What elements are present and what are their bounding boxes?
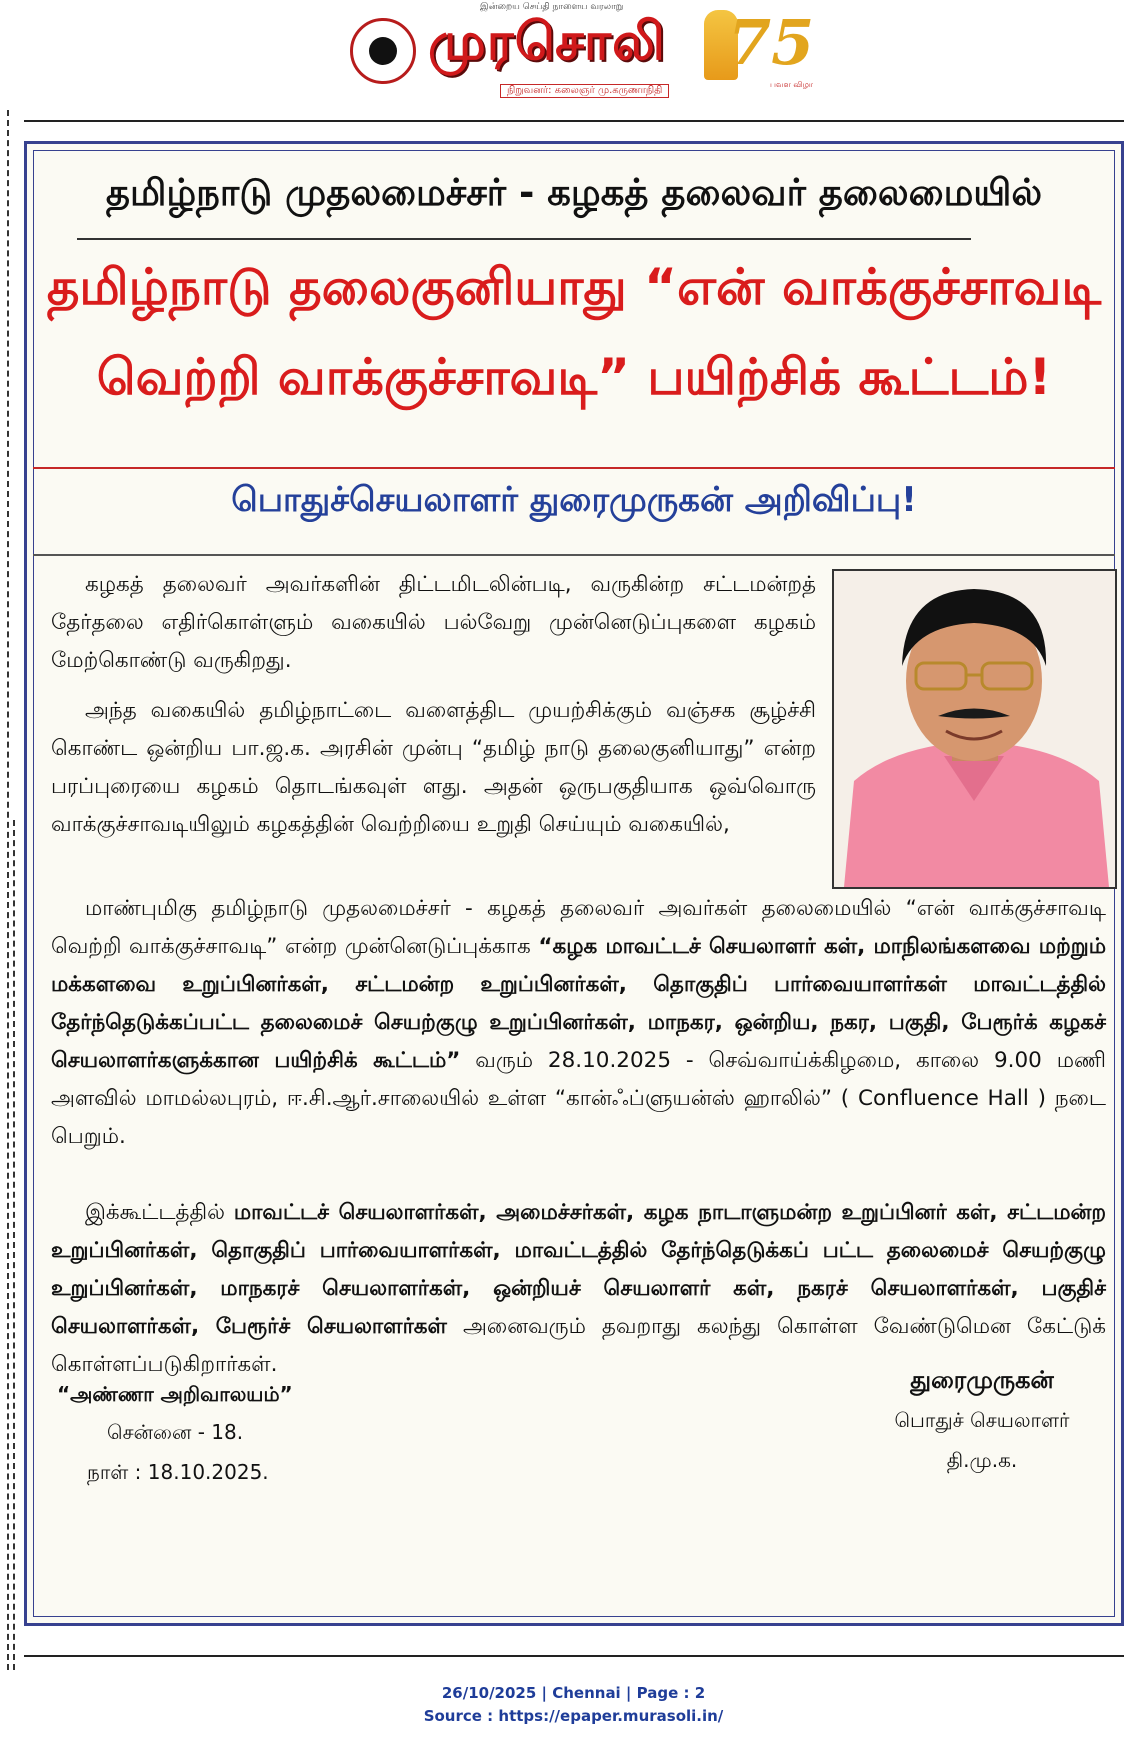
party-emblem-icon (350, 18, 416, 84)
footer-date-page: 26/10/2025 | Chennai | Page : 2 (441, 1684, 706, 1702)
office-name: “அண்ணா அறிவாலயம்” (57, 1382, 293, 1406)
paragraph-2: அந்த வகையில் தமிழ்நாட்டை வளைத்திட முயற்சிக்கும் வஞ்சக சூழ்ச்சி கொண்ட ஒன்றிய பா.ஜ.க. அரசின் முன்பு “தமிழ் நாடு தலைகுனியாது” என்ற பரப்புரையை கழகம் தொடங்கவுள் ளது. அதன் ஒருபகுதியாக ஒவ்வொரு வாக்குச்சாவடியிலும் கழகத்தின் வெற்றியை உறுதி செய்யும் வகையில், (51, 698, 816, 837)
masthead (350, 0, 815, 100)
heading-divider (33, 467, 1115, 469)
notice-date: நாள் : 18.10.2025. (87, 1460, 269, 1484)
paragraph-3-intro: மாண்புமிகு தமிழ்நாடு முதலமைச்சர் - கழகத் தலைவர் அவர்கள் தலைமையில் “என் வாக்குச்சாவடி வெற்றி வாக்குச்சாவடி” என்ற முன்னெடுப்புக்காக (51, 896, 1106, 959)
left-margin-rule (7, 110, 9, 1670)
signatory-party: தி.மு.க. (946, 1448, 1018, 1472)
article-frame (24, 141, 1124, 1626)
masthead-strapline: நிறுவனர்: கலைஞர் மு.கருணாநிதி (500, 84, 669, 98)
sub-heading: தமிழ்நாடு முதலமைச்சர் - கழகத் தலைவர் தலைமையில் (105, 171, 1043, 214)
office-city: சென்னை - 18. (107, 1420, 244, 1444)
paragraph-4-bold: மாவட்டச் செயலாளர்கள், அமைச்சர்கள், கழக நாடாளுமன்ற உறுப்பினர் கள், சட்டமன்ற உறுப்பினர்கள், தொகுதிப் பார்வையாளர்கள், மாவட்டத்தில் தேர்ந்தெடுக்கப் பட்ட தலைமைச் செயற்குழு உறுப்பினர்கள், மாநகரச் செயலாளர்கள், ஒன்றியச் செயலாளர் கள், நகரச் செயலாளர்கள், பகுதிச் செயலாளர்கள், பேரூர்ச் செயலாளர்கள் (51, 1200, 1106, 1339)
bottom-rule (24, 1655, 1124, 1657)
announcement-heading: பொதுச்செயலாளர் துரைமுருகன் அறிவிப்பு! (231, 480, 917, 520)
portrait-photo (832, 569, 1117, 889)
paragraph-1: கழகத் தலைவர் அவர்களின் திட்டமிடலின்படி, வருகின்ற சட்டமன்றத் தேர்தலை எதிர்கொள்ளும் வகையில் பல்வேறு முன்னெடுப்புகளை கழகம் மேற்கொண்டு வருகிறது. (51, 572, 816, 673)
footer-source-link[interactable]: Source : https://epaper.murasoli.in/ (423, 1707, 724, 1725)
paragraph-4-rest: அனைவரும் தவறாது கலந்து கொள்ள வேண்டுமென கேட்டுக் கொள்ளப்படுகிறார்கள். (51, 1314, 1107, 1377)
paragraph-4 (51, 1194, 1106, 1384)
masthead-title: முரசொலி (428, 11, 666, 72)
anniversary-label: பவள விழா (770, 80, 814, 89)
anniversary-number: 75 (728, 6, 815, 79)
paragraph-3 (51, 890, 1106, 1156)
signatory-designation: பொதுச் செயலாளர் (894, 1408, 1070, 1432)
main-heading-line-1: தமிழ்நாடு தலைகுனியாது “என் வாக்குச்சாவடி (46, 258, 1102, 316)
top-rule (24, 120, 1124, 122)
announcement-divider (33, 554, 1115, 556)
main-heading-line-2: வெற்றி வாக்குச்சாவடி” பயிற்சிக் கூட்டம்! (96, 348, 1052, 406)
left-margin-rule-2 (13, 820, 15, 1670)
paragraph-3-rest: வரும் 28.10.2025 - செவ்வாய்க்கிழமை, காலை 9.00 மணி அளவில் மாமல்லபுரம், ஈ.சி.ஆர்.சாலையில் உள்ள “கான்ஃப்ளுயன்ஸ் ஹாலில்” ( Confluence Hall ) நடை பெறும். (51, 1048, 1106, 1149)
signatory-name: துரைமுருகன் (910, 1366, 1054, 1394)
paragraph-3-bold: “கழக மாவட்டச் செயலாளர் கள், மாநிலங்களவை மற்றும் மக்களவை உறுப்பினர்கள், சட்டமன்ற உறுப்பினர்கள், தொகுதிப் பார்வையாளர்கள் மாவட்டத்தில் தேர்ந்தெடுக்கப்பட்ட தலைமைச் செயற்குழு உறுப்பினர்கள், மாநகர, ஒன்றிய, நகர, பகுதி, பேரூர்க் கழகச் செயலாளர்களுக்கான பயிற்சிக் கூட்டம்” (51, 934, 1106, 1073)
masthead-tagline: இன்றைய செய்தி நாளைய வரலாறு (480, 2, 624, 12)
paragraph-4-intro: இக்கூட்டத்தில் (85, 1200, 234, 1225)
sub-heading-underline (77, 238, 971, 240)
portrait-illustration (834, 571, 1115, 887)
